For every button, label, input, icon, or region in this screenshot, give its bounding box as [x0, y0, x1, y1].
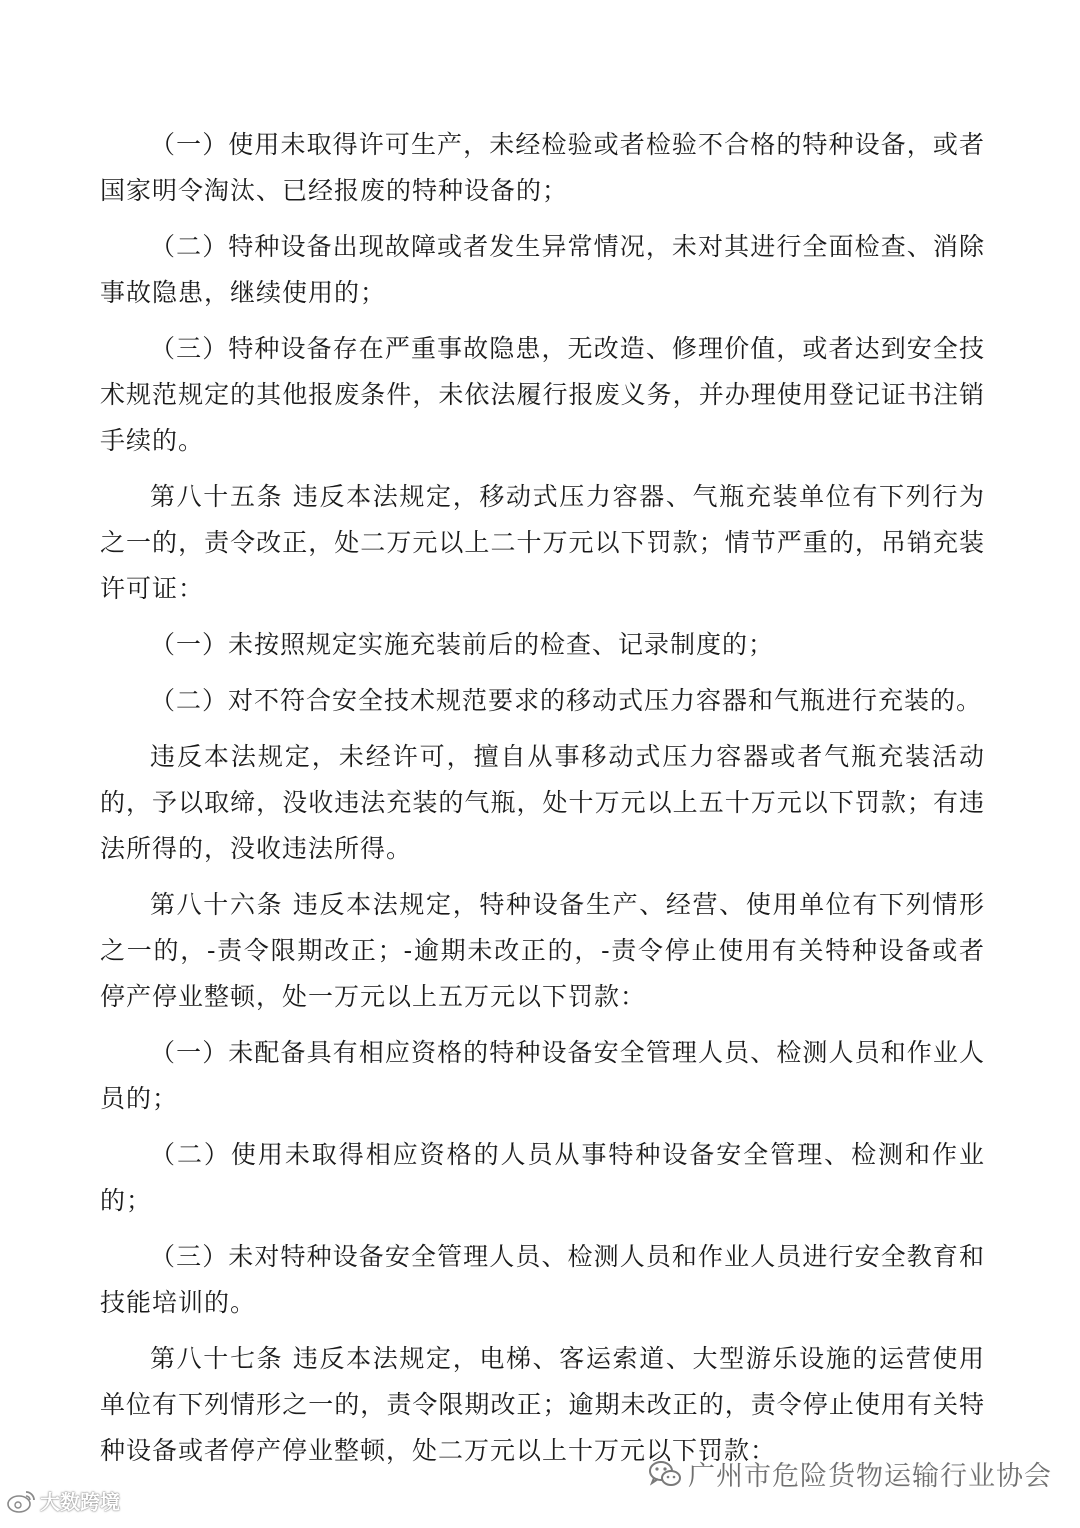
- paragraph: 第八十六条 违反本法规定，特种设备生产、经营、使用单位有下列情形之一的，-责令限期改正；-逾期未改正的，-责令停止使用有关特种设备或者停产停业整顿，处一万元以上五万元以下罚款：: [100, 890, 985, 1011]
- paragraph: （二）特种设备出现故障或者发生异常情况，未对其进行全面检查、消除事故隐患，继续使用的；: [100, 232, 985, 307]
- paragraph: 违反本法规定，未经许可，擅自从事移动式压力容器或者气瓶充装活动的，予以取缔，没收违法充装的气瓶，处十万元以上五十万元以下罚款；有违法所得的，没收违法所得。: [100, 742, 985, 863]
- wechat-account-name: 广州市危险货物运输行业协会: [688, 1461, 1052, 1492]
- weibo-icon: [6, 1488, 36, 1514]
- paragraph: 第八十七条 违反本法规定，电梯、客运索道、大型游乐设施的运营使用单位有下列情形之一的，责令限期改正；逾期未改正的，责令停止使用有关特种设备或者停产停业整顿，处二万元以上十万元以下罚款：: [100, 1344, 985, 1465]
- paragraph: （三）未对特种设备安全管理人员、检测人员和作业人员进行安全教育和技能培训的。: [100, 1242, 985, 1317]
- weibo-account-name: 大数跨境: [40, 1490, 120, 1514]
- paragraph: （一）使用未取得许可生产，未经检验或者检验不合格的特种设备，或者国家明令淘汰、已经报废的特种设备的；: [100, 130, 985, 205]
- paragraph: （一）未配备具有相应资格的特种设备安全管理人员、检测人员和作业人员的；: [100, 1038, 985, 1113]
- paragraph: （二）使用未取得相应资格的人员从事特种设备安全管理、检测和作业的；: [100, 1140, 985, 1215]
- wechat-watermark: [648, 1454, 1052, 1493]
- document-body: [100, 122, 985, 1484]
- wechat-icon: [648, 1459, 682, 1489]
- paragraph: （二）对不符合安全技术规范要求的移动式压力容器和气瓶进行充装的。: [150, 686, 983, 715]
- paragraph: （三）特种设备存在严重事故隐患，无改造、修理价值，或者达到安全技术规范规定的其他报废条件，未依法履行报废义务，并办理使用登记证书注销手续的。: [100, 334, 985, 455]
- paragraph: 第八十五条 违反本法规定，移动式压力容器、气瓶充装单位有下列行为之一的，责令改正，处二万元以上二十万元以下罚款；情节严重的，吊销充装许可证：: [100, 482, 985, 603]
- paragraph: （一）未按照规定实施充装前后的检查、记录制度的；: [150, 630, 775, 659]
- weibo-watermark: [6, 1486, 120, 1515]
